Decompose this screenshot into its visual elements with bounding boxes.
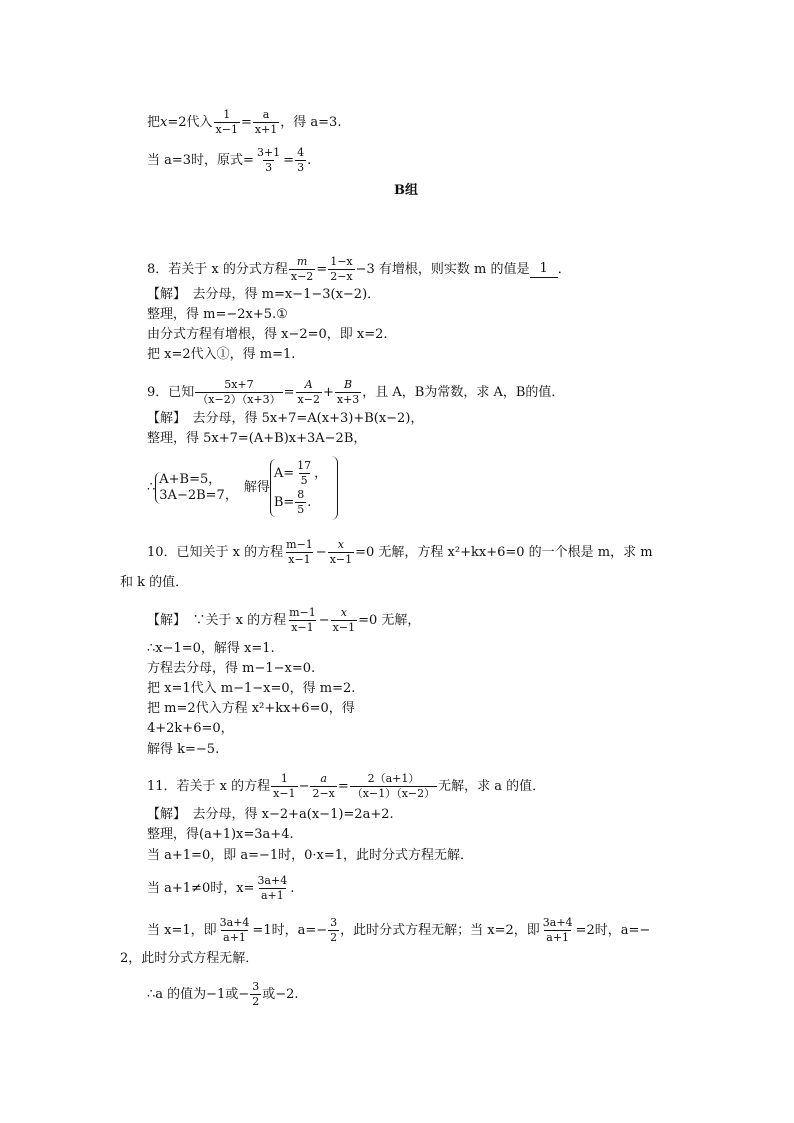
fraction xyxy=(541,916,575,945)
text: ， xyxy=(314,465,328,481)
numerator: 3a+4 xyxy=(219,916,250,929)
text: 整理，得(a+1)x=3a+4. xyxy=(147,827,294,842)
fraction xyxy=(253,108,279,137)
text: 无解，求 a 的值． xyxy=(438,778,546,794)
fraction xyxy=(289,255,315,284)
numerator: 17 xyxy=(297,459,312,472)
denominator: x−1 xyxy=(215,123,238,136)
text: 方程去分母，得 m−1−x=0. xyxy=(147,661,316,676)
text: . xyxy=(307,494,312,510)
text: − xyxy=(318,612,330,628)
text: 【解】 ∵关于 x 的方程 xyxy=(147,612,287,628)
text: ，且 A，B为常数，求 A，B的值． xyxy=(362,384,565,400)
text: = xyxy=(283,384,295,400)
text: ． xyxy=(557,261,571,277)
numerator: a xyxy=(320,772,327,785)
text: = xyxy=(240,114,252,130)
numerator: 1−x xyxy=(330,255,353,268)
question-10-solution-7 xyxy=(147,741,219,759)
denominator: x−2 xyxy=(290,270,314,283)
question-11-solution-7 xyxy=(147,980,299,1009)
text: 把 xyxy=(147,114,161,130)
denominator: 3 xyxy=(297,161,305,174)
fraction xyxy=(328,916,339,945)
text: 解得 xyxy=(243,480,270,495)
denominator: a+1 xyxy=(260,889,284,902)
question-11-solution-1 xyxy=(147,806,394,824)
denominator: x−1 xyxy=(329,553,353,566)
therefore-symbol: ∴ xyxy=(147,480,156,495)
question-10-solution-5 xyxy=(147,700,355,718)
denominator: 3 xyxy=(265,161,273,174)
numerator: 3 xyxy=(330,916,338,929)
numerator: 3a+4 xyxy=(257,874,288,887)
question-11-solution-3 xyxy=(147,847,473,865)
numerator: 1 xyxy=(280,772,288,785)
prev-solution-line-1 xyxy=(147,108,341,137)
prev-solution-line-2: 当 a=3时，原式= $\frac{3+1}{3}$ = $\frac{4}{3}$ . xyxy=(147,146,312,174)
numerator: m−1 xyxy=(286,538,313,551)
fraction xyxy=(295,488,306,517)
question-8-solution-2 xyxy=(147,306,288,324)
question-11-solution-5 xyxy=(147,916,650,945)
text: 或−2. xyxy=(262,986,299,1002)
result-a xyxy=(274,459,327,488)
text: =2时，a=− xyxy=(575,922,651,938)
section-title: B组 xyxy=(394,183,418,198)
fraction xyxy=(284,538,315,567)
bracket xyxy=(331,456,338,520)
fraction xyxy=(310,772,336,801)
fraction xyxy=(250,980,261,1009)
numerator: 3a+4 xyxy=(542,916,573,929)
fraction xyxy=(287,606,318,635)
question-10-solution-3 xyxy=(147,660,315,678)
text: 9．已知 xyxy=(147,384,195,400)
numerator: 8 xyxy=(297,488,305,501)
text: 整理，得 5x+7=(A+B)x+3A−2B， xyxy=(147,431,367,446)
system-equation-2: 3A−2B=7， xyxy=(159,488,238,503)
question-10-solution-1 xyxy=(147,606,420,635)
var-x: x xyxy=(160,114,168,130)
text: 解得 k=−5. xyxy=(147,742,220,757)
section-heading xyxy=(394,182,418,200)
system-equation-1: A+B=5， xyxy=(159,472,222,487)
text: =2代入 xyxy=(167,114,213,130)
numerator: x xyxy=(340,606,347,619)
text: 把 x=2代入①，得 m=1. xyxy=(147,347,296,362)
numerator: m−1 xyxy=(289,606,316,619)
fraction xyxy=(271,772,297,801)
denominator: x+1 xyxy=(254,123,278,136)
denominator: x−2 xyxy=(297,393,320,406)
fraction xyxy=(214,108,240,137)
text: B= xyxy=(273,494,295,510)
answer-blank: 1 xyxy=(530,261,558,278)
fraction xyxy=(328,255,354,284)
fraction xyxy=(195,378,282,407)
question-9-stem xyxy=(147,378,564,407)
numerator: 2（a+1） xyxy=(367,772,420,785)
text: − xyxy=(315,544,327,560)
numerator: 4 xyxy=(297,146,305,159)
text: . xyxy=(307,152,312,168)
text: = xyxy=(337,778,349,794)
question-11-stem xyxy=(147,772,545,801)
numerator: 3 xyxy=(252,980,260,993)
denominator: 5 xyxy=(300,474,308,487)
text: 2，此时分式方程无解． xyxy=(120,951,259,966)
fraction xyxy=(335,378,361,407)
denominator: x+3 xyxy=(336,393,360,406)
text: 8．若关于 x 的分式方程 xyxy=(147,261,288,277)
fraction xyxy=(255,874,289,903)
fraction xyxy=(350,772,437,801)
text: 10．已知关于 x 的方程 xyxy=(147,544,284,560)
numerator: a xyxy=(262,108,270,121)
question-8-solution-4 xyxy=(147,346,295,364)
question-11-solution-6 xyxy=(120,950,258,968)
text: ，得 a=3. xyxy=(280,114,342,130)
text: . xyxy=(290,880,295,896)
fraction xyxy=(255,146,282,175)
denominator: 5 xyxy=(297,503,305,516)
text: 【解】 去分母，得 x−2+a(x−1)=2a+2. xyxy=(147,807,394,822)
text: 整理，得 m=−2x+5.① xyxy=(147,307,288,322)
fraction xyxy=(295,459,313,488)
numerator: x xyxy=(337,538,345,551)
text: = xyxy=(316,261,328,277)
fraction xyxy=(328,538,354,567)
text: − xyxy=(298,778,310,794)
text: ，此时分式方程无解；当 x=2，即 xyxy=(340,922,540,938)
question-9-solution-1 xyxy=(147,410,423,428)
question-8-solution-1 xyxy=(147,286,380,304)
denominator: 2−x xyxy=(330,270,353,283)
question-8-stem xyxy=(147,255,571,284)
text: =1时，a=− xyxy=(252,922,328,938)
question-9-system xyxy=(147,456,338,520)
denominator: a+1 xyxy=(546,931,570,944)
question-10-stem xyxy=(147,538,653,567)
text: ∴x−1=0，解得 x=1. xyxy=(147,641,275,656)
denominator: x−1 xyxy=(273,787,296,800)
text: 当 a+1≠0时，x= xyxy=(147,880,255,896)
denominator: （x−1）（x−2） xyxy=(351,787,436,800)
denominator: x−1 xyxy=(288,553,311,566)
numerator: 1 xyxy=(223,108,231,121)
text: A= xyxy=(273,465,295,481)
denominator: 2 xyxy=(330,931,338,944)
fraction xyxy=(296,378,322,407)
text: 把 x=1代入 m−1−x=0，得 m=2. xyxy=(147,681,356,696)
fraction xyxy=(218,916,252,945)
question-10-stem-cont xyxy=(120,574,188,592)
text: 【解】 去分母，得 5x+7=A(x+3)+B(x−2)， xyxy=(147,411,424,426)
fraction xyxy=(295,146,306,175)
text: 【解】 去分母，得 m=x−1−3(x−2)． xyxy=(147,287,381,302)
denominator: 2−x xyxy=(312,787,335,800)
text: =0 无解， xyxy=(358,612,421,628)
numerator: 5x+7 xyxy=(224,378,254,391)
numerator: m xyxy=(296,255,308,268)
text: + xyxy=(322,384,334,400)
denominator: x−1 xyxy=(291,621,314,634)
text: 4+2k+6=0， xyxy=(147,721,234,736)
question-9-solution-2 xyxy=(147,430,366,448)
denominator: a+1 xyxy=(223,931,246,944)
result-system xyxy=(270,459,327,517)
denominator: x−1 xyxy=(332,621,356,634)
question-10-solution-2 xyxy=(147,640,275,658)
equation-system xyxy=(155,472,238,504)
text: 当 x=1，即 xyxy=(147,922,217,938)
numerator: 3+1 xyxy=(256,146,281,159)
question-11-solution-2 xyxy=(147,826,294,844)
text: =0 无解，方程 x²+kx+6=0 的一个根是 m，求 m xyxy=(355,544,653,560)
text: 和 k 的值． xyxy=(120,575,189,590)
text: 把 m=2代入方程 x²+kx+6=0，得 xyxy=(147,701,355,716)
fraction xyxy=(331,606,357,635)
numerator: A xyxy=(304,378,313,391)
result-b xyxy=(274,488,327,517)
text: 11．若关于 x 的方程 xyxy=(147,778,271,794)
denominator: 2 xyxy=(252,995,260,1008)
text: 当 a=3时，原式= xyxy=(147,152,254,168)
numerator: B xyxy=(344,378,353,391)
question-8-solution-3 xyxy=(147,326,388,344)
text: 由分式方程有增根，得 x−2=0，即 x=2. xyxy=(147,327,388,342)
denominator: （x−2）（x+3） xyxy=(197,393,281,406)
question-10-solution-6 xyxy=(147,720,234,738)
question-11-solution-4 xyxy=(147,874,294,903)
text: −3 有增根，则实数 m 的值是 xyxy=(355,261,530,277)
question-10-solution-4 xyxy=(147,680,355,698)
text: 当 a+1=0，即 a=−1时，0·x=1，此时分式方程无解． xyxy=(147,848,474,863)
text: ∴a 的值为−1或− xyxy=(147,986,250,1002)
